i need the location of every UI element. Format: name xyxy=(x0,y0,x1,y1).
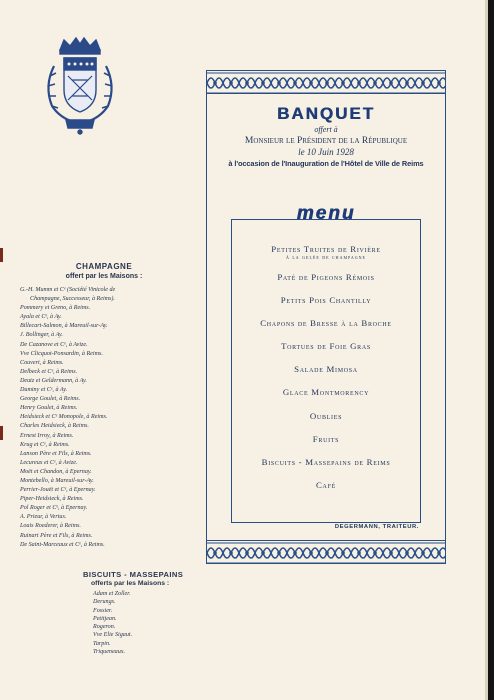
biscuits-house: Fossier. xyxy=(93,607,113,614)
champagne-house: De Saint-Marceaux et Cᵉ, à Reims. xyxy=(20,541,105,548)
biscuits-house: Triqueneaux. xyxy=(93,649,125,656)
champagne-house: Billecart-Salmon, à Mareuil-sur-Ay. xyxy=(20,323,108,330)
course-name: Oublies xyxy=(309,410,343,421)
biscuits-house: Adam et Zoller. xyxy=(93,591,131,597)
champagne-title: CHAMPAGNE xyxy=(75,262,133,271)
champagne-house: Ruinart Père et Fils, à Reims. xyxy=(20,532,93,539)
ornamental-border-bottom xyxy=(206,540,446,564)
course-name: Salade Mimosa xyxy=(294,364,358,375)
course-subtitle: à la gelée de champagne xyxy=(286,255,366,261)
champagne-house: Piper-Heidsieck, à Reims. xyxy=(20,496,84,503)
traiteur-credit: DEGERMANN, TRAITEUR. xyxy=(334,524,419,530)
course-name: Tortues de Foie Gras xyxy=(281,341,371,352)
champagne-house: Vve Clicquot-Ponsardin, à Reims. xyxy=(20,350,103,357)
champagne-house: Montebello, à Mareuil-sur-Ay. xyxy=(20,477,94,484)
biscuits-house: Derungs. xyxy=(93,599,116,606)
menu-course xyxy=(231,272,421,295)
champagne-house: Lecureux et Cᵉ, à Avize. xyxy=(20,459,78,466)
champagne-house: Ernest Irroy, à Reims. xyxy=(20,432,74,439)
champagne-house: Champagne, Successeur, à Reims). xyxy=(30,296,115,303)
course-name: Petits Pois Chantilly xyxy=(280,294,372,305)
menu-course xyxy=(231,244,421,272)
course-name: Biscuits - Massepains de Reims xyxy=(261,457,391,467)
biscuits-house: Tarpin. xyxy=(93,640,111,647)
biscuits-subtitle: offerts par les Maisons : xyxy=(91,580,170,587)
biscuits-title: BISCUITS - MASSEPAINS xyxy=(83,570,184,579)
menu-course xyxy=(231,480,421,503)
occasion-line: à l'occasion de l'Inauguration de l'Hôtel de Ville de Reims xyxy=(228,159,424,168)
biscuits-house: Petitjean. xyxy=(93,615,117,622)
menu-title: menu xyxy=(296,203,356,224)
reims-coat-of-arms-icon xyxy=(40,36,120,136)
menu-course xyxy=(231,318,421,341)
ornamental-border-top xyxy=(206,70,446,94)
biscuits-house: Rogeron. xyxy=(93,624,116,631)
champagne-house: Louis Roederer, à Reims. xyxy=(20,523,81,530)
champagne-house: Deutz et Geldermann, à Ay. xyxy=(20,377,87,384)
champagne-house: Ayala et Cᵉ, à Ay. xyxy=(20,314,62,321)
course-name: Café xyxy=(315,480,336,491)
champagne-subtitle: offert par les Maisons : xyxy=(65,273,143,280)
champagne-house: Charles Heidsieck, à Reims. xyxy=(20,423,89,430)
champagne-house: Henry Goulet, à Reims. xyxy=(20,405,78,412)
banquet-header xyxy=(206,104,446,169)
champagne-house: Pommery et Greno, à Reims. xyxy=(20,305,91,312)
champagne-house: Delbeck et Cᵉ, à Reims. xyxy=(20,368,78,375)
course-name: Paté de Pigeons Rémois xyxy=(277,271,375,282)
champagne-section xyxy=(20,262,188,550)
champagne-house: Duminy et Cᵉ, à Ay. xyxy=(20,387,68,394)
champagne-house: Heidsieck et Cᵉ Monopole, à Reims. xyxy=(20,414,108,421)
champagne-house: Krug et Cᵉ, à Reims. xyxy=(20,441,70,448)
champagne-house: A. Prieur, à Vertus. xyxy=(20,514,67,521)
course-name: Glace Montmorency xyxy=(282,387,370,398)
banquet-title: BANQUET xyxy=(276,104,376,123)
course-name: Chapons de Bresse à la Broche xyxy=(260,317,392,328)
offert-line: offert à xyxy=(314,125,338,134)
biscuits-house-list xyxy=(85,590,225,656)
date-line: le 10 Juin 1928 xyxy=(298,147,354,157)
menu-course xyxy=(231,411,421,434)
menu-course xyxy=(231,434,421,457)
binding-mark xyxy=(0,248,3,262)
champagne-house: J. Bollinger, à Ay. xyxy=(20,332,63,339)
president-line: Monsieur le Président de la République xyxy=(244,136,408,146)
champagne-house: Pol Roger et Cᵉ, à Epernay. xyxy=(20,505,88,512)
menu-course xyxy=(231,341,421,364)
menu-course xyxy=(231,387,421,410)
course-name: Fruits xyxy=(312,433,340,444)
champagne-house: Moët et Chandon, à Epernay. xyxy=(20,468,92,475)
menu-course xyxy=(231,457,421,480)
champagne-house: De Cazanove et Cᵉ, à Avize. xyxy=(20,341,88,348)
champagne-house: Perrier-Jouët et Cᵉ, à Epernay. xyxy=(20,487,96,494)
menu-course xyxy=(231,295,421,318)
menu-course xyxy=(231,364,421,387)
champagne-house: Couvert, à Reims. xyxy=(20,359,64,366)
champagne-house-list xyxy=(20,286,188,550)
biscuits-house: Vve Elie Sigaut. xyxy=(93,632,133,639)
course-name: Petites Truites de Rivière xyxy=(271,244,381,254)
champagne-house: George Goulet, à Reims. xyxy=(20,396,81,403)
course-list xyxy=(231,244,421,503)
champagne-house: G.-H. Mumm et Cᵉ (Société Vinicole de xyxy=(20,287,116,293)
champagne-house: Lanson Père et Fils, à Reims. xyxy=(20,450,92,457)
binding-mark xyxy=(0,426,3,440)
biscuits-section xyxy=(85,570,225,656)
